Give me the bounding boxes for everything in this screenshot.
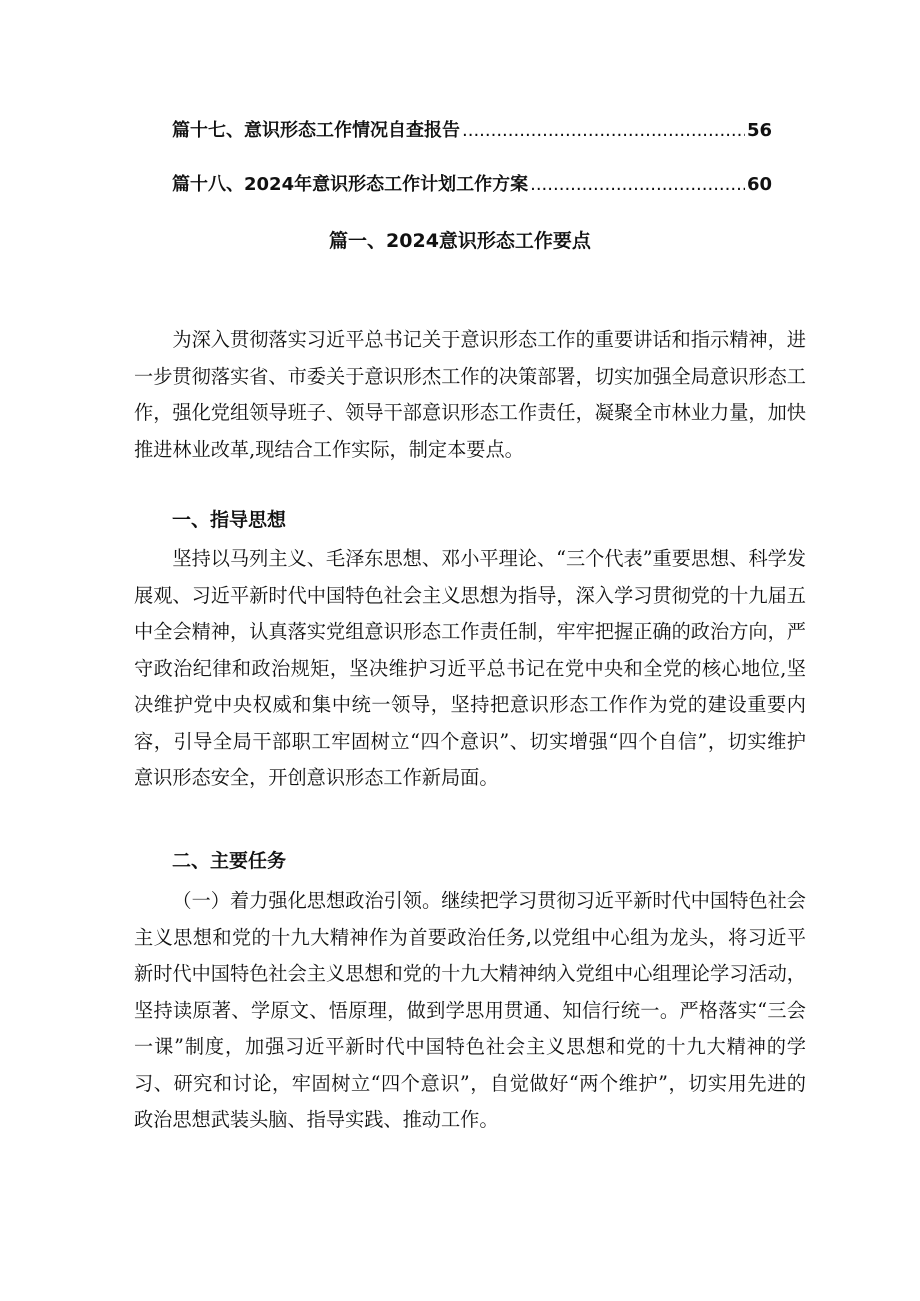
toc-entry[interactable]	[172, 170, 772, 196]
toc-entry-page: 56	[746, 120, 772, 141]
main-tasks-paragraph: （一）着力强化思想政治引领。继续把学习贯彻习近平新时代中国特色社会主义思想和党的十九大精神作为首要政治任务,以党组中心组为龙头，将习近平新时代中国特色社会主义思想和党的十九大精神纳入党组中心组理论学习活动，坚持读原著、学原文、悟原理，做到学思用贯通、知信行统一。严格落实“三会一课”制度，加强习近平新时代中国特色社会主义思想和党的十九大精神的学习、研究和讨论，牢固树立“四个意识”，自觉做好“两个维护”，切实用先进的政治思想武装头脑、指导实践、推动工作。	[134, 889, 806, 1131]
section-title: 篇一、2024意识形态工作要点	[329, 230, 591, 252]
toc-entry-title: 篇十七、意识形态工作情况自查报告	[172, 120, 460, 141]
intro-paragraph: 为深入贯彻落实习近平总书记关于意识形态工作的重要讲话和指示精神，进一步贯彻落实省、市委关于意识形杰工作的决策部署，切实加强全局意识形态工作，强化党组领导班子、领导干部意识形态工作责任，凝聚全市林业力量，加快推进林业改革,现结合工作实际，制定本要点。	[134, 328, 806, 461]
toc-entry-page: 60	[746, 174, 772, 195]
guiding-thought-paragraph: 坚持以马列主义、毛泽东思想、邓小平理论、“三个代表”重要思想、科学发展观、习近平新时代中国特色社会主义思想为指导，深入学习贯彻党的十九届五中全会精神，认真落实党组意识形态工作责任制，牢牢把握正确的政治方向，严守政治纪律和政治规矩，坚决维护习近平总书记在党中央和全党的核心地位,坚决维护党中央权威和集中统一领导，坚持把意识形态工作作为党的建设重要内容，引导全局干部职工牢固树立“四个意识”、切实增强“四个自信”，切实维护意识形态安全，开创意识形态工作新局面。	[134, 547, 807, 789]
toc-entry[interactable]	[172, 116, 772, 142]
heading-main-tasks: 二、主要任务	[172, 850, 287, 872]
toc-entry-title: 篇十八、2024年意识形态工作计划工作方案	[172, 174, 529, 195]
toc-leader-dots	[530, 174, 745, 195]
heading-guiding-thought: 一、指导思想	[172, 509, 287, 531]
toc-leader-dots	[462, 120, 745, 141]
